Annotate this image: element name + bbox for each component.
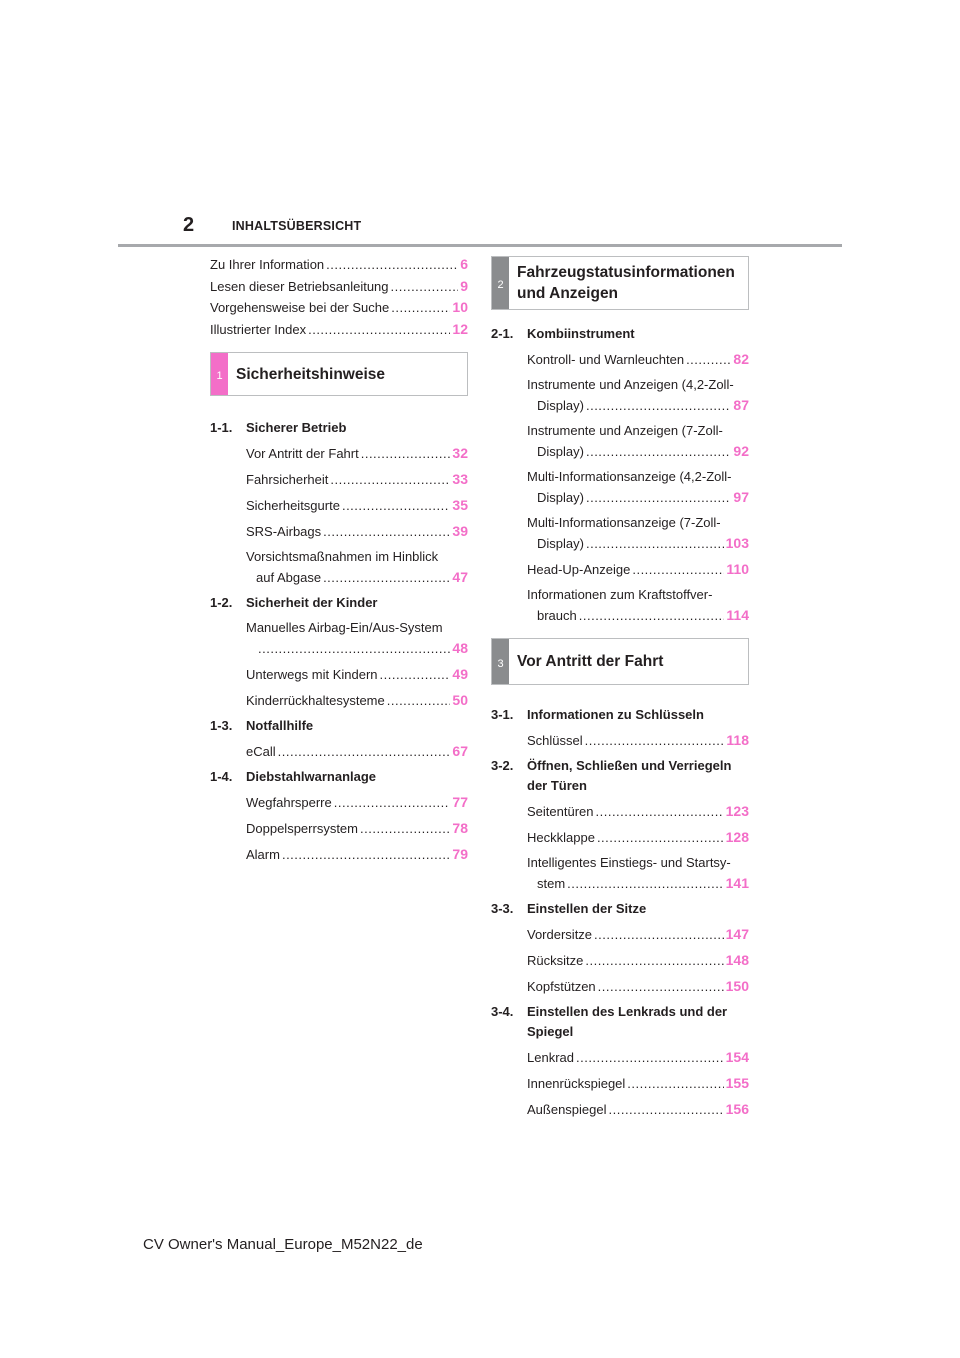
dot-leader — [586, 488, 731, 508]
toc-entry[interactable] — [246, 844, 468, 865]
toc-entry[interactable] — [246, 495, 468, 516]
toc-entry[interactable] — [246, 664, 468, 685]
dot-leader — [308, 320, 450, 341]
entry-label: Illustrierter Index — [210, 321, 307, 337]
dot-leader — [334, 793, 451, 813]
toc-entry[interactable] — [246, 741, 468, 762]
subsection-heading — [210, 418, 468, 438]
toc-entry[interactable] — [527, 950, 749, 971]
entry-label: Unterwegs mit Kindern — [246, 667, 378, 682]
section-title — [509, 257, 735, 309]
dot-leader — [323, 522, 450, 542]
toc-entry[interactable] — [527, 585, 749, 626]
entry-label: Multi-Informationsanzeige (4,2-Zoll- — [527, 469, 732, 484]
entry-label: Instrumente und Anzeigen (4,2-Zoll- — [527, 377, 734, 392]
entry-label: Vor Antritt der Fahrt — [246, 446, 359, 461]
toc-group-3-4 — [491, 1002, 749, 1120]
entry-label: Multi-Informationsanzeige (7-Zoll- — [527, 515, 721, 530]
section-tab: 1 — [211, 353, 228, 395]
page-link[interactable]: 33 — [452, 471, 468, 487]
entry-label: Wegfahrsperre — [246, 795, 332, 810]
subsection-number: 2-1. — [491, 326, 514, 341]
page-link[interactable]: 47 — [452, 569, 468, 585]
dot-leader — [609, 1100, 724, 1120]
subsection-heading — [491, 899, 749, 919]
toc-entry[interactable] — [527, 559, 749, 580]
entry-label-cont: auf Abgase — [256, 570, 322, 585]
toc-entry[interactable] — [527, 421, 749, 462]
toc-entry[interactable] — [246, 690, 468, 711]
header-title: INHALTSÜBERSICHT — [232, 219, 362, 233]
dot-leader — [579, 606, 725, 626]
subsection-title: Diebstahlwarnanlage — [246, 769, 377, 784]
page-link[interactable]: 128 — [725, 829, 749, 845]
subsection-heading — [491, 705, 749, 725]
entry-label: eCall — [246, 744, 276, 759]
dot-leader — [585, 731, 725, 751]
page-link[interactable]: 154 — [725, 1049, 749, 1065]
page-link[interactable]: 97 — [733, 489, 749, 505]
entry-label: Alarm — [246, 847, 280, 862]
page-link[interactable]: 123 — [725, 803, 749, 819]
toc-group-3-2 — [491, 756, 749, 894]
dot-leader — [597, 828, 724, 848]
page-link[interactable]: 87 — [733, 397, 749, 413]
dot-leader — [576, 1048, 724, 1068]
page-link[interactable]: 79 — [452, 846, 468, 862]
section-title: Sicherheitshinweise — [236, 365, 386, 383]
subsection-heading — [491, 324, 749, 344]
page-link[interactable]: 50 — [452, 692, 468, 708]
toc-entry[interactable] — [246, 443, 468, 464]
section-title-line: und Anzeigen — [517, 285, 619, 302]
subsection-number: 1-4. — [210, 769, 233, 784]
dot-leader — [586, 442, 731, 462]
page-link[interactable]: 10 — [452, 299, 468, 315]
toc-entry[interactable] — [210, 319, 468, 341]
toc-entry[interactable] — [246, 521, 468, 542]
dot-leader — [380, 665, 451, 685]
intro-list — [210, 254, 468, 340]
toc-entry[interactable] — [527, 1047, 749, 1068]
toc-entry[interactable] — [246, 547, 468, 588]
page-link[interactable]: 114 — [726, 607, 749, 623]
page-link[interactable]: 77 — [452, 794, 468, 810]
toc-entry[interactable] — [527, 1073, 749, 1094]
dot-leader — [387, 691, 451, 711]
page-link[interactable]: 12 — [452, 320, 468, 337]
dot-leader — [323, 568, 450, 588]
page-link[interactable]: 78 — [452, 820, 468, 836]
entry-label: Zu Ihrer Information — [210, 257, 325, 272]
page-link[interactable]: 103 — [725, 535, 749, 551]
toc-entry[interactable] — [246, 469, 468, 490]
dot-leader — [361, 444, 451, 464]
page-link[interactable]: 148 — [725, 952, 749, 968]
section-title-line: Fahrzeugstatusinformationen — [517, 264, 735, 281]
subsection-title: Einstellen der Sitze — [527, 901, 647, 916]
entry-label: Schlüssel — [527, 733, 583, 748]
toc-group-1-2 — [210, 593, 468, 711]
dot-leader — [360, 819, 450, 839]
toc-group-1-3 — [210, 716, 468, 762]
dot-leader — [686, 350, 731, 370]
page-link[interactable]: 9 — [460, 277, 468, 294]
subsection-number: 3-1. — [491, 707, 514, 722]
entry-label: Vordersitze — [527, 927, 593, 942]
entry-label: Kinderrückhaltesysteme — [246, 693, 385, 708]
page-link[interactable]: 32 — [452, 445, 468, 461]
toc-group-3-1 — [491, 705, 749, 751]
toc-entry[interactable] — [527, 730, 749, 751]
entry-label: Kopfstützen — [527, 979, 596, 994]
toc-entry[interactable] — [527, 513, 749, 554]
subsection-heading — [491, 756, 749, 796]
subsection-title: Informationen zu Schlüsseln — [527, 707, 704, 722]
toc-entry[interactable] — [527, 976, 749, 997]
subsection-title: Kombiinstrument — [527, 326, 635, 341]
dot-leader — [598, 977, 724, 997]
entry-label: Innenrückspiegel — [527, 1076, 626, 1091]
toc-entry[interactable] — [246, 618, 468, 659]
toc-group-1-1 — [210, 418, 468, 588]
page-link[interactable]: 150 — [725, 978, 749, 994]
toc-entry[interactable] — [527, 467, 749, 508]
subsection-title-line: Öffnen, Schließen und Verriegeln — [527, 758, 732, 773]
page-link[interactable]: 82 — [733, 351, 749, 367]
toc-right-column — [491, 254, 749, 1120]
subsection-number: 1-2. — [210, 595, 233, 610]
dot-leader — [391, 298, 450, 319]
dot-leader — [567, 874, 723, 894]
toc-group-2-1 — [491, 324, 749, 626]
page-link[interactable]: 6 — [460, 256, 468, 272]
footer-text: CV Owner's Manual_Europe_M52N22_de — [143, 1236, 423, 1253]
page-link[interactable]: 141 — [725, 875, 749, 891]
subsection-heading — [210, 593, 468, 613]
subsection-heading — [210, 716, 468, 736]
entry-label: Doppelsperrsystem — [246, 821, 358, 836]
toc-entry[interactable] — [527, 801, 749, 822]
dot-leader — [585, 951, 723, 971]
entry-label: Kontroll- und Warnleuchten — [527, 352, 685, 367]
entry-label: Fahrsicherheit — [246, 472, 329, 487]
toc-entry[interactable] — [246, 818, 468, 839]
entry-label: Intelligentes Einstiegs- und Startsy- — [527, 855, 731, 870]
subsection-title-line: der Türen — [527, 778, 587, 793]
entry-label-cont: Display) — [537, 490, 584, 505]
dot-leader — [627, 1074, 723, 1094]
dot-leader — [278, 742, 451, 762]
entry-label: Manuelles Airbag-Ein/Aus-System — [246, 620, 443, 635]
entry-label: Informationen zum Kraftstoffver- — [527, 587, 713, 602]
dot-leader — [330, 470, 450, 490]
entry-label: Vorgehensweise bei der Suche — [210, 300, 390, 315]
section-header-1[interactable] — [210, 352, 468, 396]
entry-label: Sicherheitsgurte — [246, 498, 340, 513]
entry-label-cont: Display) — [537, 398, 584, 413]
entry-label: Lenkrad — [527, 1050, 574, 1065]
subsection-heading — [491, 1002, 749, 1042]
entry-label-cont: brauch — [537, 608, 577, 623]
page-link[interactable]: 110 — [726, 561, 749, 577]
subsection-number: 1-1. — [210, 420, 233, 435]
toc-group-1-4 — [210, 767, 468, 865]
subsection-title: Notfallhilfe — [246, 718, 314, 733]
dot-leader — [632, 560, 724, 580]
toc-entry[interactable] — [210, 276, 468, 298]
subsection-heading — [210, 767, 468, 787]
dot-leader — [594, 925, 724, 945]
toc-entry[interactable] — [527, 924, 749, 945]
subsection-title: Sicherer Betrieb — [246, 420, 347, 435]
entry-label-cont: Display) — [537, 444, 584, 459]
entry-label: Seitentüren — [527, 804, 594, 819]
section-header-2[interactable] — [491, 256, 749, 310]
dot-leader — [282, 845, 450, 865]
section-tab: 2 — [492, 257, 509, 309]
page-link[interactable]: 92 — [733, 443, 749, 459]
section-tab: 3 — [492, 639, 509, 684]
dot-leader — [586, 396, 731, 416]
section-header-3[interactable] — [491, 638, 749, 685]
dot-leader — [586, 534, 724, 554]
subsection-number: 3-2. — [491, 758, 514, 773]
subsection-number: 3-3. — [491, 901, 514, 916]
page-link[interactable]: 118 — [726, 732, 749, 748]
subsection-number: 1-3. — [210, 718, 233, 733]
page-link[interactable]: 39 — [452, 523, 468, 539]
entry-label: Außenspiegel — [527, 1102, 607, 1117]
toc-group-3-3 — [491, 899, 749, 997]
header-divider — [118, 244, 842, 247]
subsection-title-line: Spiegel — [527, 1024, 574, 1039]
entry-label: Lesen dieser Betriebsanleitung — [210, 278, 389, 294]
page-number: 2 — [183, 214, 195, 236]
dot-leader — [258, 639, 450, 659]
subsection-title: Sicherheit der Kinder — [246, 595, 378, 610]
entry-label: Rücksitze — [527, 953, 584, 968]
page-link[interactable]: 35 — [452, 497, 468, 513]
page-link[interactable]: 155 — [725, 1075, 749, 1091]
toc-entry[interactable] — [210, 297, 468, 319]
section-title: Vor Antritt der Fahrt — [517, 653, 664, 670]
entry-label-cont: stem — [537, 876, 566, 891]
toc-entry[interactable] — [527, 1099, 749, 1120]
dot-leader — [596, 802, 724, 822]
toc-entry[interactable] — [246, 792, 468, 813]
entry-label: SRS-Airbags — [246, 524, 322, 539]
toc-entry[interactable] — [210, 254, 468, 276]
toc-entry[interactable] — [527, 349, 749, 370]
entry-label: Vorsichtsmaßnahmen im Hinblick — [246, 549, 439, 564]
entry-label: Instrumente und Anzeigen (7-Zoll- — [527, 423, 723, 438]
page-link[interactable]: 48 — [452, 640, 468, 656]
page-link[interactable]: 156 — [725, 1101, 749, 1117]
page-link[interactable]: 49 — [452, 666, 468, 682]
entry-label: Heckklappe — [527, 830, 595, 845]
entry-label-cont: Display) — [537, 536, 584, 551]
subsection-title — [527, 1002, 727, 1042]
dot-leader — [342, 496, 450, 516]
subsection-title-line: Einstellen des Lenkrads und der — [527, 1004, 728, 1019]
subsection-number: 3-4. — [491, 1004, 514, 1019]
dot-leader — [326, 255, 458, 276]
toc-entry[interactable] — [527, 827, 749, 848]
toc-left-column — [210, 254, 468, 865]
toc-entry[interactable] — [527, 853, 749, 894]
page-link[interactable]: 147 — [725, 926, 749, 942]
page-link[interactable]: 67 — [452, 743, 468, 759]
toc-entry[interactable] — [527, 375, 749, 416]
dot-leader — [391, 277, 459, 298]
entry-label: Head-Up-Anzeige — [527, 562, 631, 577]
subsection-title — [527, 756, 731, 796]
